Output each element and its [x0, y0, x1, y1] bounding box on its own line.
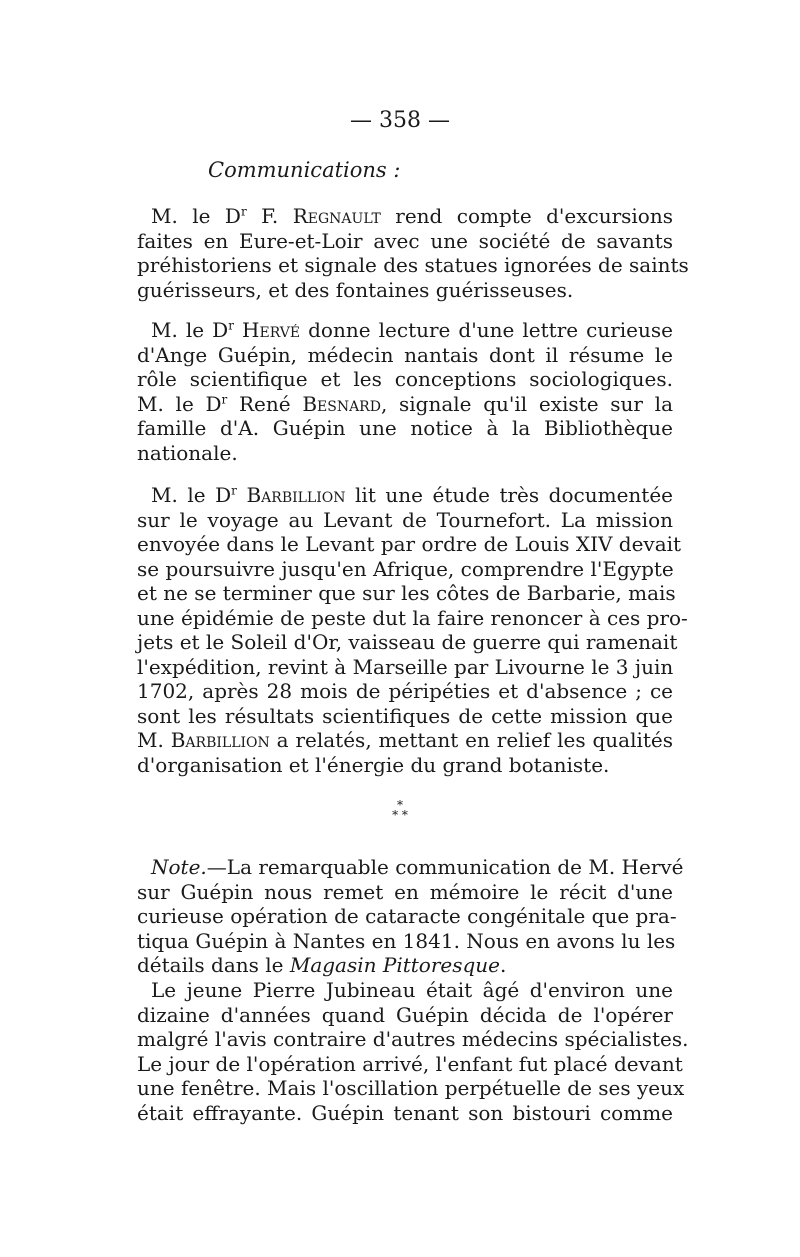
- text-line: nationale.: [137, 440, 238, 465]
- text-line: Note.—La remarquable communication de M. Hervé: [151, 855, 684, 879]
- text-line: d'Ange Guépin, médecin nantais dont il résume le: [137, 342, 673, 367]
- text-line: sont les résultats scientifiques de cette mission que: [137, 703, 673, 728]
- text-line: sur le voyage au Levant de Tournefort. La mission: [137, 507, 673, 532]
- text-line: et ne se terminer que sur les côtes de Barbarie, mais: [137, 581, 676, 605]
- text-line: était effrayante. Guépin tenant son bistouri comme: [137, 1100, 673, 1125]
- asterism-ornament: * * *: [392, 798, 408, 822]
- text-line: Le jeune Pierre Jubineau était âgé d'environ une: [151, 978, 673, 1002]
- text-line: envoyée dans le Levant par ordre de Louis XIV devait: [137, 532, 682, 556]
- text-line: M. le $D^r$ Hervé donne lecture d'une lettre curieuse: [151, 318, 673, 342]
- publication-title: Magasin Pittoresque: [289, 953, 501, 977]
- person-name: Besnard: [302, 391, 381, 416]
- person-name: Regnault: [292, 204, 381, 228]
- text-line: 1702, après 28 mois de péripéties et d'absence ; ce: [137, 679, 673, 703]
- text-line: préhistoriens et signale des statues ignorées de saints: [137, 253, 689, 277]
- text-line: sur Guépin nous remet en mémoire le récit d'une: [137, 879, 673, 904]
- text-line: faites en Eure-et-Loir avec une société de savants: [137, 228, 673, 253]
- person-name: Barbillion: [170, 728, 270, 752]
- person-name: Hervé: [242, 318, 301, 342]
- text-line: malgré l'avis contraire d'autres médecins spécialistes.: [137, 1027, 689, 1051]
- paragraph-regnault: [137, 204, 689, 302]
- text-line: détails dans le Magasin Pittoresque.: [137, 953, 507, 977]
- text-line: d'organisation et l'énergie du grand botaniste.: [137, 752, 610, 777]
- text-line: une épidémie de peste dut la faire renoncer à ces pro-: [137, 605, 688, 630]
- text-line: une fenêtre. Mais l'oscillation perpétuelle de ses yeux: [137, 1076, 685, 1100]
- paragraph-barbillion: [137, 483, 688, 777]
- text-line: dizaine d'années quand Guépin décida de l'opérer: [137, 1002, 673, 1027]
- note-label: Note.: [151, 855, 207, 879]
- text-line: rôle scientifique et les conceptions sociologiques.: [137, 367, 673, 391]
- text-line: Le jour de l'opération arrivé, l'enfant fut placé devant: [137, 1051, 683, 1076]
- paragraph-herve: [137, 318, 673, 465]
- text-line: guérisseurs, et des fontaines guérisseuses.: [137, 277, 574, 302]
- paragraph-jubineau: [137, 978, 689, 1125]
- person-name: Barbillion: [246, 483, 346, 507]
- text-line: famille d'A. Guépin une notice à la Bibliothèque: [137, 416, 673, 440]
- text-line: se poursuivre jusqu'en Afrique, comprendre l'Egypte: [137, 556, 674, 581]
- text-line: l'expédition, revint à Marseille par Livourne le 3 juin: [137, 654, 674, 679]
- text-line: M. le $D^r$ F. Regnault rend compte d'excursions: [151, 204, 673, 228]
- text-line: tiqua Guépin à Nantes en 1841. Nous en avons lu les: [137, 928, 676, 953]
- note-paragraph: [137, 855, 684, 978]
- text-line: M. le $D^r$ Barbillion lit une étude très documentée: [151, 483, 673, 507]
- text-line: M. Barbillion a relatés, mettant en relief les qualités: [137, 728, 674, 752]
- section-heading: Communications :: [208, 158, 401, 182]
- text-line: jets et le Soleil d'Or, vaisseau de guerre qui ramenait: [137, 630, 678, 654]
- text-line: M. le $D^r$ René Besnard, signale qu'il existe sur la: [137, 391, 673, 416]
- page-number: — 358 —: [350, 108, 450, 133]
- text-line: curieuse opération de cataracte congénitale que pra-: [137, 904, 677, 928]
